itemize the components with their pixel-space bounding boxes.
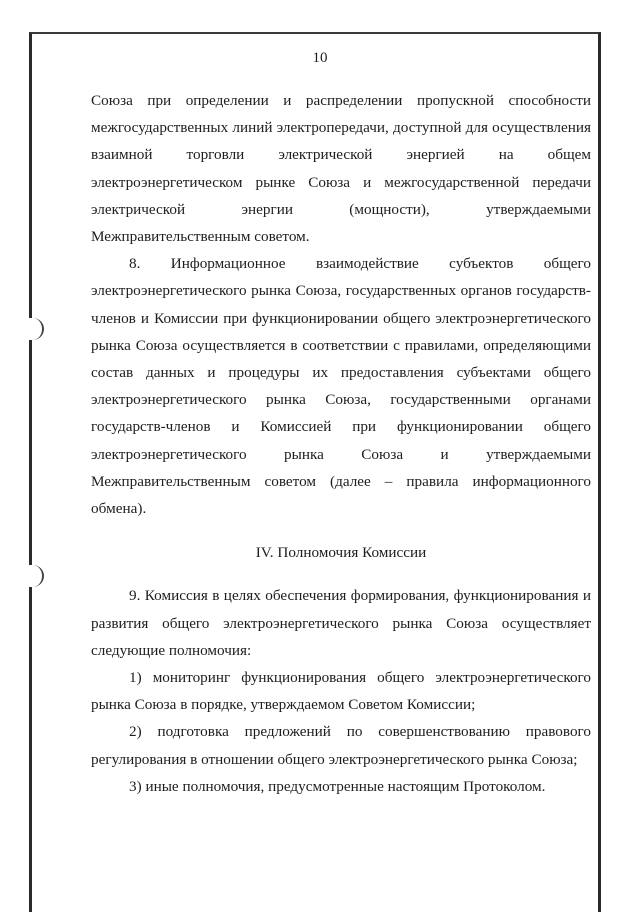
paragraph-continued: Союза при определении и распределении пропускной способности межгосударственных линий электропередачи, доступной для осуществления взаимной торговли электрической энергией на общем электроэнергетическом рынке Союза и межгосударственной передачи электрической энергии (мощности), утверждаемыми Межправительственным советом. xyxy=(91,92,591,246)
paragraph-9: 9. Комиссия в целях обеспечения формирования, функционирования и развития общего электроэнергетического рынка Союза осуществляет следующие полномочия: xyxy=(91,587,591,659)
paragraph-8: 8. Информационное взаимодействие субъектов общего электроэнергетического рынка Союза, государственных органов государств-членов и Комиссии при функционировании общего электроэнергетического рынка Союза осуществляется в соответствии с правилами, определяющими состав данных и процедуры их предоставления субъектами общего электроэнергетического рынка Союза, государственными органами государств-членов и Комиссией при функционировании общего электроэнергетического рынка Союза и утверждаемыми Межправительственным советом (далее – правила информационного обмена). xyxy=(91,255,591,518)
document-body xyxy=(91,87,591,800)
section-heading: IV. Полномочия Комиссии xyxy=(255,544,427,562)
list-item: 1) мониторинг функционирования общего электроэнергетического рынка Союза в порядке, утверждаемом Советом Комиссии; xyxy=(91,669,591,714)
page-number: 10 xyxy=(312,50,328,66)
list-item: 2) подготовка предложений по совершенствованию правового регулирования в отношении общего электроэнергетического рынка Союза; xyxy=(91,723,591,768)
list-item: 3) иные полномочия, предусмотренные настоящим Протоколом. xyxy=(129,777,546,795)
punch-hole xyxy=(22,565,44,587)
punch-hole xyxy=(22,318,44,340)
